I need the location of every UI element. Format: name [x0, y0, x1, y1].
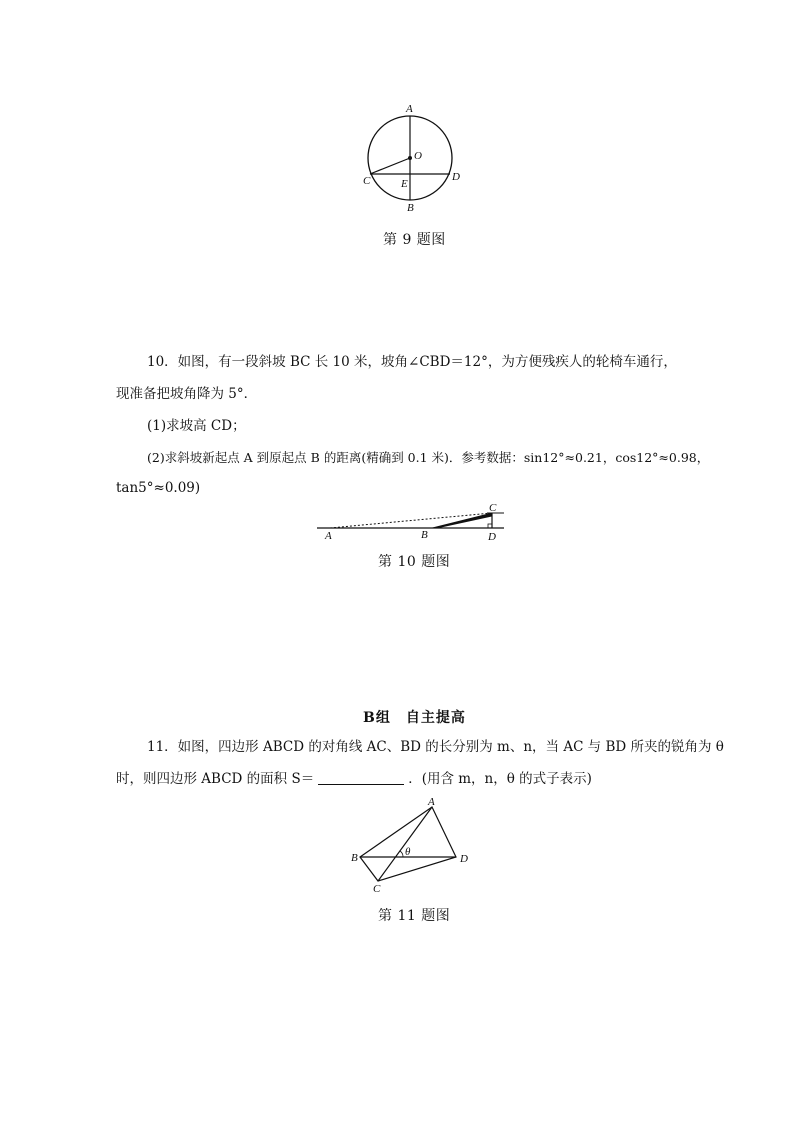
- label-c: C: [489, 502, 497, 514]
- label-a: A: [325, 530, 332, 542]
- label-theta: θ: [405, 846, 411, 858]
- diagonal-ac: [378, 807, 432, 881]
- label-c: C: [363, 175, 371, 187]
- label-d: D: [460, 853, 468, 865]
- label-b: B: [421, 529, 428, 541]
- q11-line-1: 11．如图，四边形 ABCD 的对角线 AC、BD 的长分别为 m、n，当 AC 与 BD 所夹的锐角为 θ: [147, 739, 724, 755]
- label-o: O: [414, 150, 422, 162]
- section-b-title: B组 自主提高: [363, 710, 466, 726]
- figure-11-quadrilateral-diagram: [348, 795, 478, 895]
- figure-10-slope-diagram: [312, 500, 512, 545]
- q10-part-2: (2)求斜坡新起点 A 到原起点 B 的距离(精确到 0.1 米)．参考数据：sin12°≈0.21，cos12°≈0.98，: [147, 450, 710, 465]
- q11-line-2-after: ．(用含 m，n，θ 的式子表示): [408, 771, 592, 787]
- label-b: B: [351, 852, 358, 864]
- figure-10-caption: 第 10 题图: [378, 554, 451, 570]
- label-d: D: [488, 531, 496, 543]
- quadrilateral-abcd: [360, 807, 456, 881]
- answer-blank[interactable]: [318, 772, 404, 785]
- angle-theta-arc: [400, 851, 403, 857]
- label-a: A: [406, 103, 413, 115]
- q11-line-2: [116, 771, 592, 787]
- figure-11-caption: 第 11 题图: [378, 908, 451, 924]
- q10-part-3: tan5°≈0.09): [116, 480, 201, 496]
- label-b: B: [407, 202, 414, 214]
- label-c: C: [373, 883, 381, 895]
- slope-bc: [432, 513, 492, 528]
- center-point-o: [408, 156, 412, 160]
- figure-9-caption: 第 9 题图: [383, 232, 446, 248]
- label-d: D: [452, 171, 460, 183]
- q11-line-2-before: 时，则四边形 ABCD 的面积 S＝: [116, 771, 315, 787]
- q10-line-2: 现准备把坡角降为 5°．: [116, 386, 258, 402]
- q10-part-1: (1)求坡高 CD；: [147, 418, 246, 434]
- label-a: A: [428, 796, 435, 808]
- figure-9-circle-diagram: [355, 100, 470, 215]
- radius-oc: [370, 158, 410, 174]
- label-e: E: [401, 178, 408, 190]
- q10-line-1: 10．如图，有一段斜坡 BC 长 10 米，坡角∠CBD＝12°，为方便残疾人的轮椅车通行，: [147, 354, 677, 370]
